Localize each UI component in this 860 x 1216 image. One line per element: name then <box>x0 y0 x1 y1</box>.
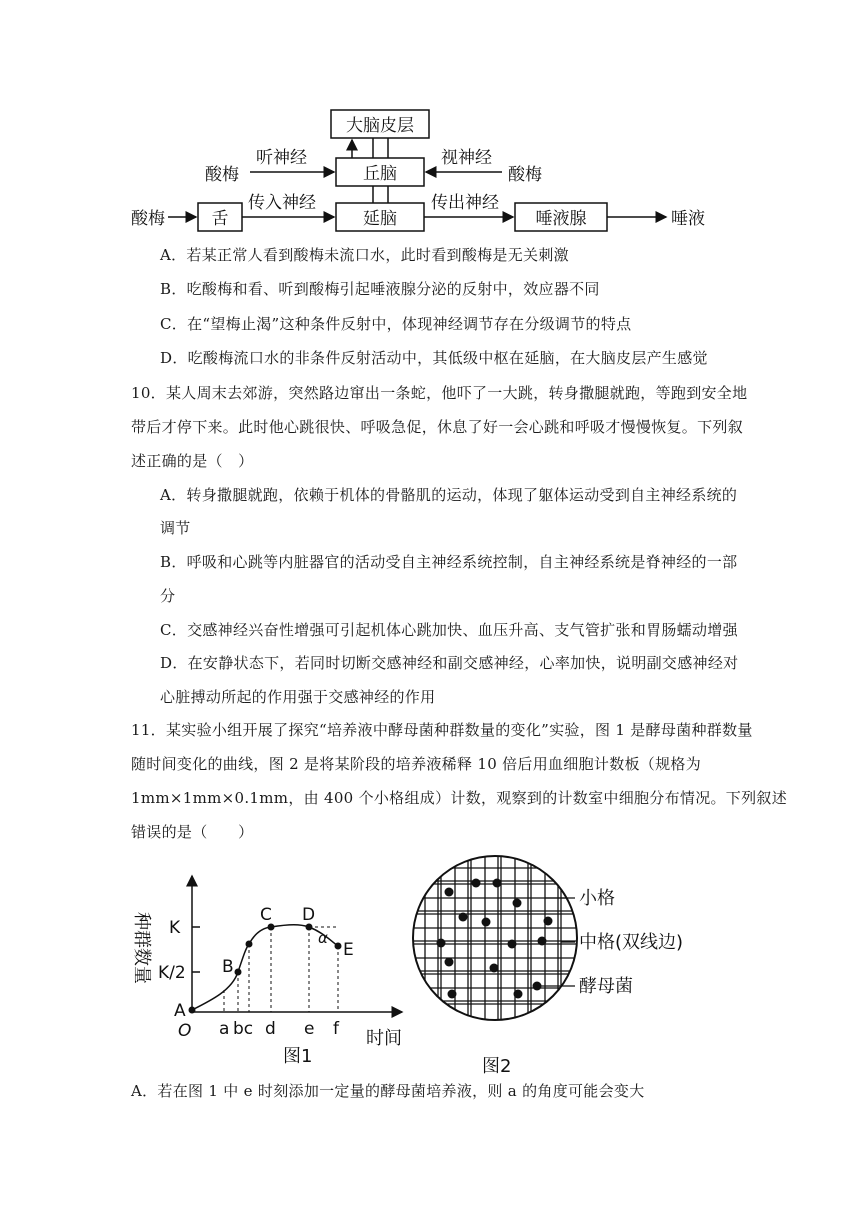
x-tick-a: a <box>219 1019 230 1039</box>
box-salivary-gland-label: 唾液腺 <box>535 209 587 229</box>
label-point-a: A <box>174 1001 186 1021</box>
x-axis-label: 时间 <box>366 1028 402 1049</box>
box-medulla-label: 延脑 <box>363 209 397 229</box>
label-small-square: 小格 <box>579 888 615 909</box>
x-tick-d: d <box>265 1019 276 1039</box>
left-sour-plum-label: 酸梅 <box>205 165 239 185</box>
y-tick-k: K <box>169 918 181 938</box>
q10-stem-line-2: 带后才停下来。此时他心跳很快、呼吸急促，休息了好一会心跳和呼吸才慢慢恢复。下列叙 <box>131 418 744 436</box>
x-tick-bc: bc <box>233 1019 254 1039</box>
efferent-nerve-label: 传出神经 <box>431 193 499 213</box>
auditory-nerve-label: 听神经 <box>256 148 307 168</box>
q9-option-c: C．在“望梅止渴”这种条件反射中，体现神经调节存在分级调节的特点 <box>160 315 632 333</box>
point-bc <box>246 941 253 948</box>
y-axis-label: 种群数量 <box>131 912 152 984</box>
q9-option-d: D．吃酸梅流口水的非条件反射活动中，其低级中枢在延脑，在大脑皮层产生感觉 <box>160 349 708 367</box>
figure-1-caption: 图1 <box>283 1046 313 1067</box>
label-point-e: E <box>343 940 354 960</box>
saliva-label: 唾液 <box>671 209 705 229</box>
x-tick-f: f <box>333 1019 339 1039</box>
y-tick-k-half: K/2 <box>158 963 186 983</box>
box-cortex-label: 大脑皮层 <box>346 116 414 136</box>
q9-option-a: A．若某正常人看到酸梅未流口水，此时看到酸梅是无关刺激 <box>160 246 569 264</box>
box-tongue-label: 舌 <box>211 209 229 229</box>
q10-option-d-line-1: D．在安静状态下，若同时切断交感神经和副交感神经，心率加快，说明副交感神经对 <box>160 654 739 672</box>
box-thalamus-label: 丘脑 <box>363 164 397 184</box>
label-point-c: C <box>260 905 272 925</box>
q11-stem-line-4: 错误的是（ ） <box>131 823 254 841</box>
q10-option-b-line-1: B．呼吸和心跳等内脏器官的活动受自主神经系统控制，自主神经系统是脊神经的一部 <box>160 553 738 571</box>
afferent-nerve-label: 传入神经 <box>248 193 316 213</box>
q9-option-b: B．吃酸梅和看、听到酸梅引起唾液腺分泌的反射中，效应器不同 <box>160 280 600 298</box>
x-tick-e: e <box>304 1019 315 1039</box>
figure-2-caption: 图2 <box>482 1056 512 1077</box>
q11-stem-line-1: 11．某实验小组开展了探究“培养液中酵母菌种群数量的变化”实验，图 1 是酵母菌种群数量 <box>131 721 753 739</box>
yeast-cells <box>437 879 553 999</box>
origin-label: O <box>178 1021 192 1041</box>
label-alpha: α <box>318 929 328 947</box>
optic-nerve-label: 视神经 <box>441 148 492 168</box>
figure-2-hemocytometer <box>410 850 710 1077</box>
label-point-d: D <box>302 905 316 925</box>
point-b <box>235 969 242 976</box>
right-sour-plum-label: 酸梅 <box>508 165 542 185</box>
figure-1-growth-curve <box>120 860 420 1070</box>
q10-option-d-line-2: 心脏搏动所起的作用强于交感神经的作用 <box>160 688 436 706</box>
q10-option-a-line-1: A．转身撒腿就跑，依赖于机体的骨骼肌的运动，体现了躯体运动受到自主神经系统的 <box>160 486 738 504</box>
point-a <box>189 1007 196 1014</box>
label-medium-square: 中格(双线边) <box>579 932 684 953</box>
bottom-sour-plum-label: 酸梅 <box>131 209 165 229</box>
growth-curve <box>192 925 338 1010</box>
q11-option-a: A．若在图 1 中 e 时刻添加一定量的酵母菌培养液，则 a 的角度可能会变大 <box>131 1082 645 1100</box>
label-point-b: B <box>222 957 234 977</box>
q10-stem-line-3: 述正确的是（ ） <box>131 452 254 470</box>
q11-stem-line-3: 1mm×1mm×0.1mm，由 400 个小格组成）计数，观察到的计数室中细胞分布情况。下列叙述 <box>131 789 787 807</box>
label-yeast: 酵母菌 <box>579 976 633 997</box>
q11-stem-line-2: 随时间变化的曲线，图 2 是将某阶段的培养液稀释 10 倍后用血细胞计数板（规格为 <box>131 755 702 773</box>
q10-option-a-line-2: 调节 <box>160 519 191 537</box>
q10-stem-line-1: 10．某人周末去郊游，突然路边窜出一条蛇，他吓了一大跳，转身撒腿就跑，等跑到安全地 <box>131 384 748 402</box>
point-e <box>335 943 342 950</box>
q10-option-b-line-2: 分 <box>160 587 176 605</box>
reflex-pathway-diagram <box>0 100 860 345</box>
q10-option-c: C．交感神经兴奋性增强可引起机体心跳加快、血压升高、支气管扩张和胃肠蠕动增强 <box>160 621 738 639</box>
